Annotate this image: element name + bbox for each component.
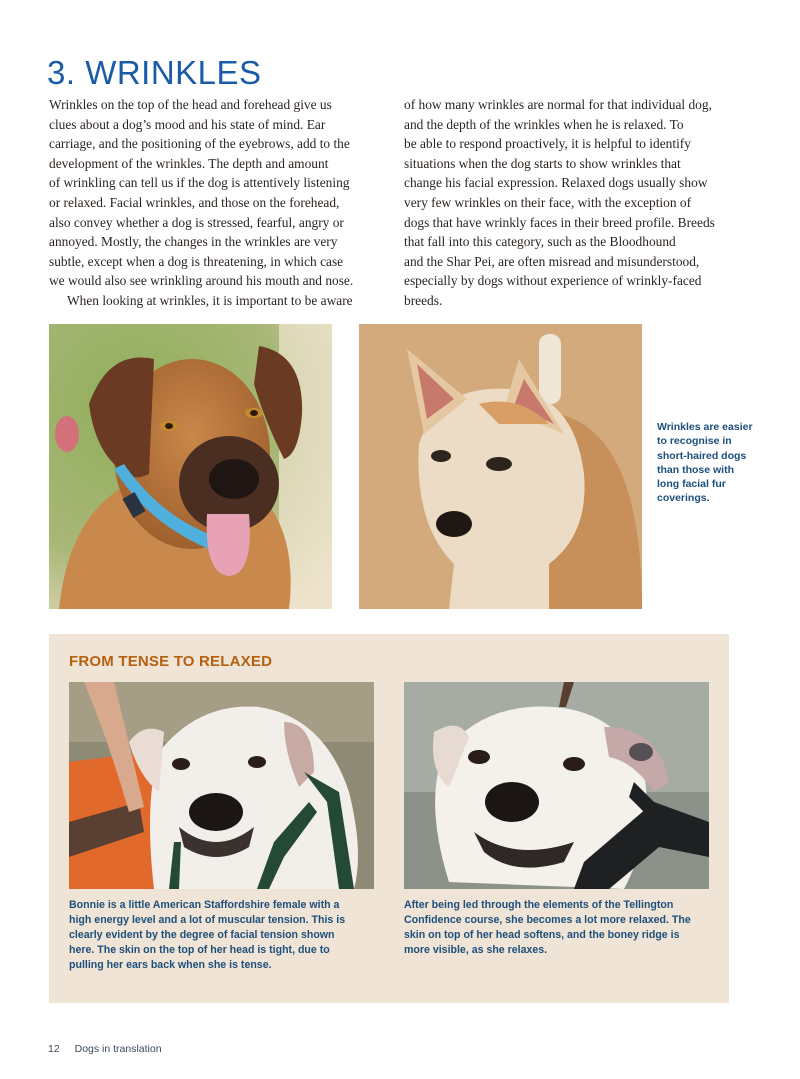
text-line: Wrinkles are easier xyxy=(657,421,753,433)
text-line: especially by dogs without experience of wrinkly-faced xyxy=(404,273,702,289)
text-line: also convey whether a dog is stressed, fearful, angry or xyxy=(49,214,344,230)
text-line: long facial fur xyxy=(657,478,726,491)
tense-to-relaxed-panel xyxy=(49,634,729,1003)
dog-photo-illustration xyxy=(69,682,374,889)
text-line: of how many wrinkles are normal for that individual dog, xyxy=(404,97,712,112)
dog-photo-illustration xyxy=(404,682,709,889)
text-line: Bonnie is a little American Staffordshire female with a xyxy=(69,899,340,911)
text-line: change his facial expression. Relaxed dogs usually show xyxy=(404,175,708,191)
text-line: carriage, and the positioning of the eyebrows, add to the xyxy=(49,136,350,152)
paragraph-1 xyxy=(49,95,379,291)
text-line: annoyed. Mostly, the changes in the wrinkles are very xyxy=(49,234,338,250)
page-number: 12 xyxy=(48,1043,60,1055)
text-line: development of the wrinkles. The depth and amount xyxy=(49,155,329,171)
text-line: we would also see wrinkling around his mouth and nose. xyxy=(49,273,354,289)
dog-photo-illustration xyxy=(49,324,332,609)
photo-relaxed-dog xyxy=(404,682,709,889)
text-line: pulling her ears back when she is tense. xyxy=(69,959,272,971)
text-line: and the depth of the wrinkles when he is relaxed. To xyxy=(404,116,684,132)
photo-tense-dog xyxy=(69,682,374,889)
text-line: and the Shar Pei, are often misread and misunderstood, xyxy=(404,253,700,269)
text-line: or relaxed. Facial wrinkles, and those on the forehead, xyxy=(49,194,340,210)
paragraph-2-continued xyxy=(404,95,739,311)
book-title: Dogs in translation xyxy=(74,1043,162,1055)
body-column-right xyxy=(404,95,739,311)
text-line: short-haired dogs xyxy=(657,449,747,462)
photo-long-haired-dog xyxy=(359,324,642,609)
caption-tense xyxy=(69,898,379,973)
text-line: clues about a dog’s mood and his state of mind. Ear xyxy=(49,116,326,132)
dog-photo-illustration xyxy=(359,324,642,609)
text-line: more visible, as she relaxes. xyxy=(404,944,548,956)
page-footer xyxy=(48,1043,162,1055)
text-line: be able to respond proactively, it is helpful to identify xyxy=(404,136,691,152)
text-line: When looking at wrinkles, it is important to be aware xyxy=(67,292,353,308)
text-line: After being led through the elements of the Tellington xyxy=(404,899,674,911)
paragraph-2 xyxy=(49,291,379,311)
text-line: dogs that have wrinkly faces in their breed profile. Breeds xyxy=(404,214,715,230)
text-line: skin on top of her head softens, and the boney ridge is xyxy=(404,929,680,941)
text-line: Confidence course, she becomes a lot more relaxed. The xyxy=(404,914,691,926)
text-line: very few wrinkles on their face, with the exception of xyxy=(404,194,692,210)
text-line: Wrinkles on the top of the head and forehead give us xyxy=(49,97,332,112)
body-column-left xyxy=(49,95,379,311)
text-line: than those with xyxy=(657,463,734,476)
caption-relaxed xyxy=(404,898,714,958)
text-line: clearly evident by the degree of facial tension shown xyxy=(69,929,335,941)
text-line: that fall into this category, such as the Bloodhound xyxy=(404,234,676,250)
text-line: high energy level and a lot of muscular tension. This is xyxy=(69,914,346,926)
text-line: coverings. xyxy=(657,492,710,505)
side-caption xyxy=(657,420,767,506)
page-title: 3. WRINKLES xyxy=(47,54,262,91)
text-line: to recognise in xyxy=(657,435,732,448)
text-line: of wrinkling can tell us if the dog is attentively listening xyxy=(49,175,350,191)
panel-title: FROM TENSE TO RELAXED xyxy=(69,653,273,670)
text-line: situations when the dog starts to show wrinkles that xyxy=(404,155,681,171)
text-line: breeds. xyxy=(404,292,443,308)
text-line: subtle, except when a dog is threatening, in which case xyxy=(49,253,344,269)
text-line: here. The skin on the top of her head is tight, due to xyxy=(69,944,330,956)
photo-short-haired-dog xyxy=(49,324,332,609)
